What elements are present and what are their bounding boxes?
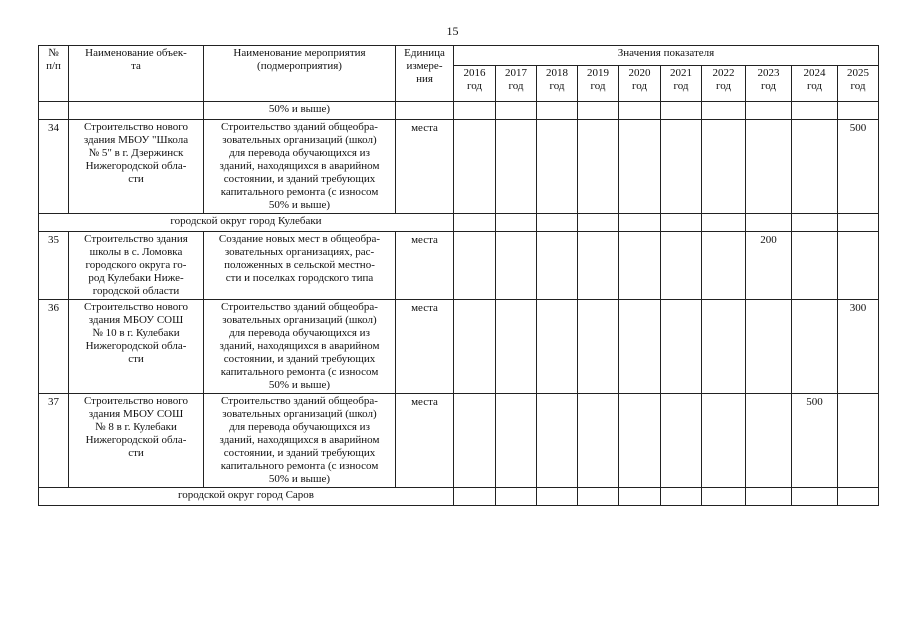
indicator-value [496, 120, 537, 214]
indicator-value: 500 [792, 394, 838, 488]
table-row [39, 120, 879, 214]
header-object: Наименование объек- та [69, 46, 204, 102]
header-year: 2019 год [578, 66, 619, 102]
region-value-cell [661, 214, 702, 232]
region-label: городской округ город Кулебаки [39, 214, 454, 232]
continuation-row [39, 102, 879, 120]
indicator-value [619, 120, 661, 214]
indicator-value [454, 232, 496, 300]
indicator-value [702, 232, 746, 300]
header-values: Значения показателя [454, 46, 879, 66]
cont-val [619, 102, 661, 120]
page-number: 15 [446, 24, 459, 38]
indicator-value [578, 232, 619, 300]
object-name: Строительство нового здания МБОУ СОШ № 10 в г. Кулебаки Нижегородской обла- сти [69, 300, 204, 394]
header-unit: Единица измере- ния [396, 46, 454, 102]
indicator-value [661, 300, 702, 394]
header-year: 2018 год [537, 66, 578, 102]
region-value-cell [619, 488, 661, 506]
region-value-cell [838, 488, 879, 506]
region-value-cell [746, 214, 792, 232]
header-num: № п/п [39, 46, 69, 102]
cont-val [838, 102, 879, 120]
region-value-cell [537, 488, 578, 506]
row-number: 36 [39, 300, 69, 394]
indicator-value [454, 300, 496, 394]
indicator-value: 200 [746, 232, 792, 300]
row-number: 37 [39, 394, 69, 488]
indicator-value [454, 120, 496, 214]
indicator-value [702, 300, 746, 394]
indicator-value [661, 120, 702, 214]
header-row-top [39, 46, 879, 66]
cont-object [69, 102, 204, 120]
region-value-cell [578, 214, 619, 232]
header-year: 2025 год [838, 66, 879, 102]
indicator-value [537, 300, 578, 394]
indicator-value [746, 120, 792, 214]
cont-val [792, 102, 838, 120]
indicator-value [496, 394, 537, 488]
indicator-value [496, 300, 537, 394]
indicator-value [619, 232, 661, 300]
indicator-value [746, 300, 792, 394]
region-value-cell [619, 214, 661, 232]
table-row [39, 300, 879, 394]
cont-val [454, 102, 496, 120]
indicator-value [537, 394, 578, 488]
region-row [39, 214, 879, 232]
indicator-value [578, 300, 619, 394]
indicator-value [746, 394, 792, 488]
region-value-cell [702, 488, 746, 506]
indicator-value [702, 394, 746, 488]
indicator-value [792, 232, 838, 300]
indicator-value [496, 232, 537, 300]
region-value-cell [537, 214, 578, 232]
header-year: 2016 год [454, 66, 496, 102]
activity-name: Строительство зданий общеобра- зовательных организаций (школ) для перевода обучающихся из зданий, находящихся в аварийном состоянии, и зданий требующих капитального ремонта (с износом 50% и выше) [204, 394, 396, 488]
cont-val [496, 102, 537, 120]
region-label: городской округ город Саров [39, 488, 454, 506]
indicator-value: 500 [838, 120, 879, 214]
activity-name: Создание новых мест в общеобра- зовательных организациях, рас- положенных в сельской местно- сти и поселках городского типа [204, 232, 396, 300]
region-value-cell [661, 488, 702, 506]
header-activity: Наименование мероприятия (подмероприятия) [204, 46, 396, 102]
row-number: 35 [39, 232, 69, 300]
cont-val [746, 102, 792, 120]
indicator-value [537, 232, 578, 300]
region-value-cell [578, 488, 619, 506]
indicator-value [619, 300, 661, 394]
indicator-value [792, 300, 838, 394]
unit-of-measure: места [396, 232, 454, 300]
header-year: 2022 год [702, 66, 746, 102]
object-name: Строительство нового здания МБОУ "Школа № 5" в г. Дзержинск Нижегородской обла- сти [69, 120, 204, 214]
region-value-cell [496, 488, 537, 506]
activity-name: Строительство зданий общеобра- зовательных организаций (школ) для перевода обучающихся из зданий, находящихся в аварийном состоянии, и зданий требующих капитального ремонта (с износом 50% и выше) [204, 120, 396, 214]
indicator-value [454, 394, 496, 488]
region-value-cell [838, 214, 879, 232]
unit-of-measure: места [396, 120, 454, 214]
header-year: 2023 год [746, 66, 792, 102]
object-name: Строительство нового здания МБОУ СОШ № 8 в г. Кулебаки Нижегородской обла- сти [69, 394, 204, 488]
row-number: 34 [39, 120, 69, 214]
indicator-value [702, 120, 746, 214]
indicator-value [619, 394, 661, 488]
indicator-value [661, 394, 702, 488]
indicator-table [38, 45, 879, 506]
indicator-value [792, 120, 838, 214]
indicator-value [578, 394, 619, 488]
indicator-value [578, 120, 619, 214]
region-value-cell [454, 488, 496, 506]
indicator-value: 300 [838, 300, 879, 394]
region-value-cell [792, 488, 838, 506]
header-year: 2020 год [619, 66, 661, 102]
header-year: 2024 год [792, 66, 838, 102]
table-row [39, 394, 879, 488]
region-value-cell [454, 214, 496, 232]
table-body [39, 102, 879, 506]
cont-val [702, 102, 746, 120]
region-row [39, 488, 879, 506]
region-value-cell [702, 214, 746, 232]
indicator-value [838, 394, 879, 488]
cont-val [537, 102, 578, 120]
region-value-cell [746, 488, 792, 506]
cont-unit [396, 102, 454, 120]
unit-of-measure: места [396, 394, 454, 488]
indicator-value [661, 232, 702, 300]
region-value-cell [792, 214, 838, 232]
header-year: 2017 год [496, 66, 537, 102]
activity-name: Строительство зданий общеобра- зовательных организаций (школ) для перевода обучающихся из зданий, находящихся в аварийном состоянии, и зданий требующих капитального ремонта (с износом 50% и выше) [204, 300, 396, 394]
region-value-cell [496, 214, 537, 232]
object-name: Строительство здания школы в с. Ломовка городского округа го- род Кулебаки Ниже- городской области [69, 232, 204, 300]
continuation-text: 50% и выше) [204, 102, 396, 120]
indicator-value [537, 120, 578, 214]
cont-val [578, 102, 619, 120]
unit-of-measure: места [396, 300, 454, 394]
table-row [39, 232, 879, 300]
indicator-value [838, 232, 879, 300]
header-year: 2021 год [661, 66, 702, 102]
cont-val [661, 102, 702, 120]
cont-num [39, 102, 69, 120]
